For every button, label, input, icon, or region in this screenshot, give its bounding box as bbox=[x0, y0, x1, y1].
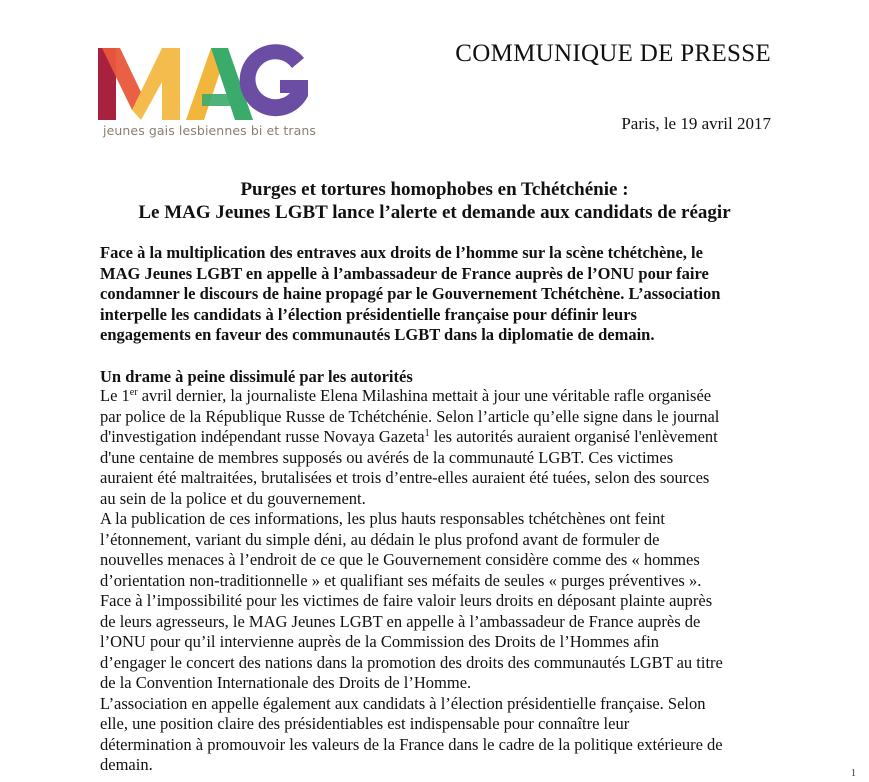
body-line: elle, une position claire des présidentiables est indispensable pour connaître leur bbox=[100, 714, 630, 733]
lead-line: engagements en faveur des communautés LGBT dans la diplomatie de demain. bbox=[100, 325, 655, 344]
mag-logo-letters bbox=[98, 44, 313, 120]
footnote-ref[interactable]: 1 bbox=[424, 428, 430, 439]
body-text bbox=[100, 386, 800, 776]
headline-line: Purges et tortures homophobes en Tchétchénie : bbox=[240, 179, 629, 200]
body-line: au sein de la police et du gouvernement. bbox=[100, 488, 366, 508]
logo-g bbox=[240, 44, 308, 116]
body-line: d’engager le concert des nations dans la promotion des droits des communautés LGBT au titre bbox=[100, 652, 723, 672]
body-line: d’orientation non-traditionnelle » et qualifiant ses méfaits de seules « purges préventives ». bbox=[100, 570, 702, 590]
press-release-title: COMMUNIQUE DE PRESSE bbox=[455, 40, 771, 67]
lead-paragraph bbox=[100, 243, 800, 346]
headline bbox=[60, 178, 809, 224]
body-line: de la Convention Internationale des Droits de l’Homme. bbox=[100, 673, 472, 692]
logo-tagline: jeunes gais lesbiennes bi et trans bbox=[103, 123, 317, 138]
page-number: 1 bbox=[851, 768, 856, 779]
logo-a-bar bbox=[202, 94, 240, 106]
body-line: détermination à promouvoir les valeurs de la France dans le cadre de la politique extérieure de bbox=[100, 734, 723, 754]
section-title: Un drame à peine dissimulé par les autorités bbox=[100, 367, 413, 386]
body-line: de leurs agresseurs, le MAG Jeunes LGBT en appelle à l’ambassadeur de France auprès de bbox=[100, 611, 701, 631]
body-line: d'une centaine de membres supposés ou avérés de la communauté LGBT. Ces victimes bbox=[100, 447, 674, 467]
body-line: Face à l’impossibilité pour les victimes de faire valoir leurs droits en déposant plainte auprès bbox=[100, 591, 713, 610]
superscript: er bbox=[129, 387, 138, 398]
body-line: A la publication de ces informations, les plus hauts responsables tchétchènes ont feint bbox=[100, 509, 665, 528]
lead-line: Face à la multiplication des entraves aux droits de l’homme sur la scène tchétchène, le bbox=[100, 243, 703, 262]
headline-line: Le MAG Jeunes LGBT lance l’alerte et demande aux candidats de réagir bbox=[138, 202, 731, 223]
lead-line: MAG Jeunes LGBT en appelle à l’ambassadeur de France auprès de l’ONU pour faire bbox=[100, 263, 709, 283]
date-line: Paris, le 19 avril 2017 bbox=[621, 114, 771, 133]
body-line: demain. bbox=[100, 755, 153, 774]
body-line: nouvelles menaces à l’endroit de ce que le Gouvernement considère comme des « hommes bbox=[100, 550, 700, 569]
body-line: L’association en appelle également aux candidats à l’élection présidentielle française. Selon bbox=[100, 693, 706, 713]
lead-line: interpelle les candidats à l’élection présidentielle française pour définir leurs bbox=[100, 304, 637, 324]
mag-logo bbox=[98, 44, 317, 144]
body-line: par police de la République Russe de Tchétchénie. Selon l’article qu’elle signe dans le journal bbox=[100, 406, 720, 426]
body-line: auraient été maltraitées, brutalisées et trois d’entre-elles auraient été tuées, selon des sources bbox=[100, 468, 710, 487]
lead-line: condamner le discours de haine propagé par le Gouvernement Tchétchène. L’association bbox=[100, 284, 721, 303]
body-line: Le 1er avril dernier, la journaliste Elena Milashina mettait à jour une véritable rafle organisée bbox=[100, 386, 712, 405]
logo-m-right-stroke bbox=[132, 48, 180, 120]
body-line: l’ONU pour qu’il intervienne auprès de la Commission des Droits de l’Hommes afin bbox=[100, 632, 660, 651]
body-line: l’étonnement, variant du simple déni, au dédain le plus profond avant de formuler de bbox=[100, 529, 660, 549]
body-line: d'investigation indépendant russe Novaya Gazeta$^1$ les autorités auraient organisé l'enlèvement bbox=[100, 427, 718, 446]
